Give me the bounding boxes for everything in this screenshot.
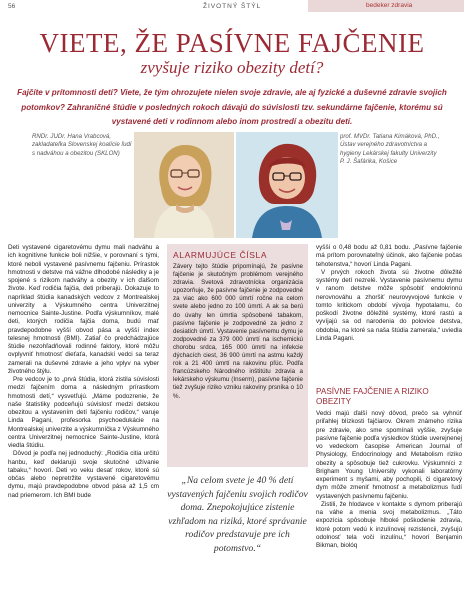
box-heading: ALARMUJÚCE ČÍSLA [173, 250, 268, 260]
paragraph: Vedci majú ďalší nový dôvod, prečo sa vyhnúť priľahlej blízkosti fajčiarov. Okrem známeho rizika pre zdravie, ako sme spomínali vyššie, zvyšuje pasívne fajčenie podľa výsledkov štúdie uverejnenej vo vedeckom časopise American Journal of Physiology, Endocrinology and Metabolism riziko obezity a spôsobuje tiež cukrovku. Výskumníci z Brigham Young University vykonali laboratórny experiment s myšami, aby pochopili, či cigaretový dym môže zmeniť hmotnosť a metabolizmus ľudí vystavených pasívnemu fajčeniu. [316, 410, 462, 500]
left-photo-caption: RNDr. JUDr. Hana Vrabcová, zakladateľka Slovenskej koalície ľudí s nadváhou a obezitou (SKLON) [32, 133, 132, 157]
portrait-photo-left [134, 132, 234, 238]
article-lead: Fajčíte v prítomnosti detí? Viete, že tým ohrozujete nielen svoje zdravie, ale aj fyzické a duševné zdravie svojich potomkov? Zahraničné štúdie v posledných rokoch dávajú do súvislosti tzv. sekundárne fajčenie, ktorému sú vystavené deti v rodinnom alebo inom prostredí a obezitu detí. [17, 88, 447, 126]
right-photo-caption: prof. MVDr. Tatiana Kimáková, PhD., Ústav verejného zdravotníctva a hygieny Lekárskej fakulty Univerzity P. J. Šafárika, Košice [340, 133, 440, 165]
paragraph: V prvých rokoch života sú životne dôležité systémy detí nezrelé. Vystavenie pasívnemu dymu v ranom detstve môže spôsobiť endokrinnú nerovnováhu a zhoršiť neurovyvojové funkcie v tomto kritickom období vývoja hypotalamu, čo poškodí životne dôležité systémy, ktoré rastú a vyvíjajú sa od narodenia do polovice detstva, obdobia, na ktoré sa naša štúdia zamerala,“ uviedla Linda Pagani. [316, 268, 462, 342]
article-title: VIETE, ŽE PASÍVNE FAJČENIE [39, 28, 425, 58]
paragraph: Dôvod je podľa nej jednoduchý: „Rodičia citia určitú hanbu, keď deklarujú svoje skutočné užívanie tabaku,“ hovorí. Deti vo veku desať rokov, ktoré sú občas alebo nepretržite vystavené cigaretovému dymu, majú pravdepodobne obvod pása až 1,5 cm nad priemerom. Ich BMI bude [8, 450, 159, 499]
paragraph: vyšší o 0,48 bodu až 0,81 bodu. „Pasívne fajčenie má prítom porovnateľný účinok, ako fajčenie počas tehotenstva,“ hovorí Linda Pagani. [316, 244, 462, 268]
section-band [308, 0, 464, 12]
portrait-photo-right [236, 132, 338, 238]
magazine-name: ŽIVOTNÝ ŠTÝL [203, 3, 262, 10]
body-column-1 [8, 244, 159, 500]
section-heading: PASÍVNE FAJČENIE A RIZIKO OBEZITY [316, 387, 429, 406]
body-column-4 [316, 410, 462, 550]
paragraph: Pre vedcov je to „prvá štúdia, ktorá zistila súvislosti medzi fajčením doma a následným prírastkom hmotnosti detí,“ vysvetľujú. „Máme podozrenie, že naše štatistiky podceňujú súvislosť medzi detskou obezitou a vystavením detí fajčeniu rodičov,“ varuje Linda Pagani, profesorka psychoedukácie na Montrealskej univerzite a výskumníčka z Výskumného centra Univerzitnej nemocnice Sainte-Justine, ktorá viedla štúdiu. [8, 376, 159, 449]
article-subtitle: zvyšuje riziko obezity detí? [140, 58, 324, 77]
page-number: 56 [8, 3, 16, 10]
page-header [0, 0, 464, 16]
paragraph: Zistili, že hlodavce v kontakte s dymom priberajú na váhe a menia svoj metabolizmus. „Táto expozícia spôsobuje hlboké poškodenie zdravia, ktoré potom vedú k inzulínovej rezistencii, zvyšujú odolnosť tela voči inzulínu,“ hovorí Benjamin Bikman, biolóq [316, 500, 462, 549]
alarming-numbers-box [167, 244, 308, 467]
box-text: Závery tejto štúdie pripomínajú, že pasívne fajčenie je skutočným problémom verejného zdravia. Svetová zdravotnícka organizácia upozorňuje, že pasívne fajčenie je zodpovedné za viac ako 600 000 úmrtí ročne na celom svete alebo jedno zo 100 úmrtí. A ak sa berú do úvahy len úmrtia spôsobené tabakom, pasívne fajčenie je zodpovedné za jedno z desiatich úmrtí. Vystavenie pasívnemu dymu je zodpovedné za 379 000 úmrtí na ischemickú chorobu srdca, 165 000 úmrtí na infekcie dýchacích ciest, 36 900 úmrtí na astmu každý rok a 21 400 úmrtí na rakovinu pľúc. Podľa francúzskeho Národného inštitútu zdravia a lekárskeho výskumu (Inserm), pasívne fajčenie tiež zvyšuje riziko vzniku rakoviny prsníka o 10 %. [173, 263, 303, 400]
section-label: bedeker zdravia [366, 2, 413, 9]
pull-quote: „Na celom svete je 40 % detí vystavených fajčeniu svojich rodičov doma. Znepokojujúce zistenie vzhľadom na riziká, ktoré správanie rodičov predstavuje pre ich potomstvo.“ [167, 475, 308, 554]
paragraph: Deti vystavené cigaretovému dymu mali nadváhu a ich kognitívne funkcie boli nižšie, v porovnaní s tými, ktoré neboli vystavené pasívnemu fajčeniu. Prírastok hmotnosti v detstve má vážne dlhodobé následky a je spojené s rizikom nadváhy a obezity v ich ďalšom živote. Keď rodičia fajčia, deti priberajú. Dokazuje to napríklad štúdia kanadských vedcov z Montrealskej univerzity a Výskumného centra Univerzitnej nemocnice Sainte-Justine. Podľa výskumníkov, malé deti, ktorých rodičia fajčia doma, budú mať pravdepodobne vyšší obvod pása a vyšší index telesnej hmotnosti (BMI). Zatiaľ čo predchádzajúce štúdie nezohľadňovali rodinné faktory, ktoré môžu ovplyvniť hmotnosť dieťaťa, kanadskí vedci sa teraz zamerali na duševné zdravie a jeho vplyv na vyber životného štýlu. [8, 244, 159, 375]
body-column-3 [316, 244, 462, 343]
